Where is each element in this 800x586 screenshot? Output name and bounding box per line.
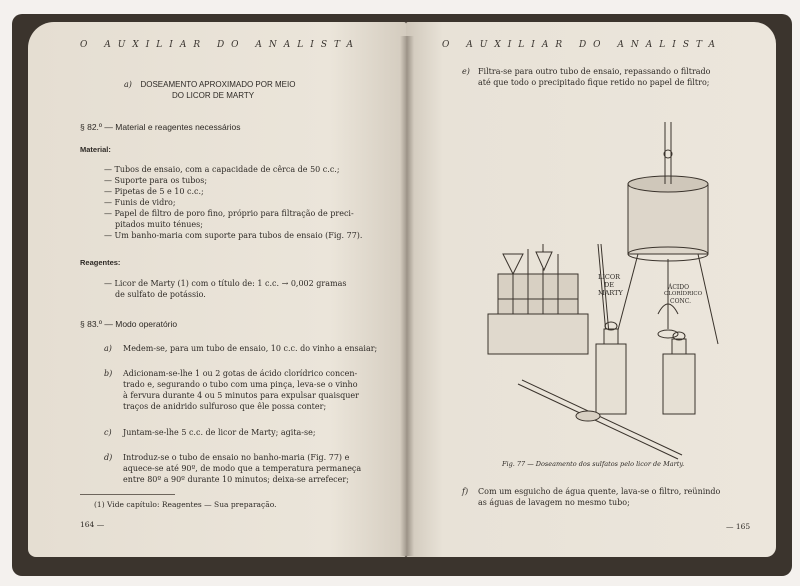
paragraph-83-heading: § 83.º — Modo operatório bbox=[80, 319, 178, 329]
step-marker: b) bbox=[104, 369, 113, 378]
bottle-label-line: ÁCIDO bbox=[668, 284, 690, 291]
step-marker: a) bbox=[104, 344, 112, 353]
step-marker: d) bbox=[104, 453, 113, 462]
material-label: Material: bbox=[80, 145, 111, 154]
reagentes-label: Reagentes: bbox=[80, 258, 121, 267]
step-line: as águas de lavagem no mesmo tubo; bbox=[478, 498, 630, 507]
step-line: até que todo o precipitado fique retido no papel de filtro; bbox=[478, 78, 710, 87]
step-line: Filtra-se para outro tubo de ensaio, repassando o filtrado bbox=[478, 67, 711, 76]
step-marker: e) bbox=[462, 67, 470, 76]
book-gutter bbox=[400, 36, 414, 556]
step-marker: f) bbox=[462, 487, 469, 496]
bottle-label-line: MARTY bbox=[598, 289, 623, 297]
section-title-line2: DO LICOR DE MARTY bbox=[172, 91, 255, 100]
step-line: Com um esguicho de água quente, lava-se o filtro, reünindo bbox=[478, 487, 721, 496]
page-number-left: 164 — bbox=[80, 520, 105, 529]
material-item: — Pipetas de 5 e 10 c.c.; bbox=[104, 187, 204, 196]
material-item: — Um banho-maria com suporte para tubos de ensaio (Fig. 77). bbox=[104, 231, 363, 240]
reagent-line: de sulfato de potássio. bbox=[115, 290, 206, 299]
step-line: trado e, segurando o tubo com uma pinça, leva-se o vinho bbox=[123, 380, 358, 389]
footnote: (1) Vide capítulo: Reagentes — Sua preparação. bbox=[94, 500, 277, 509]
bottle-label-line: LICOR bbox=[598, 273, 621, 281]
lab-apparatus-illustration bbox=[478, 114, 758, 484]
page-number-right: — 165 bbox=[726, 522, 751, 531]
material-item: pitados muito ténues; bbox=[115, 220, 203, 229]
bottle-label-line: CLORÍDRICO bbox=[664, 291, 703, 297]
step-line: entre 80º a 90º durante 10 minutos; deixa-se arrefecer; bbox=[123, 475, 349, 484]
paragraph-82-heading: § 82.º — Material e reagentes necessários bbox=[80, 122, 241, 132]
step-line: Adicionam-se-lhe 1 ou 2 gotas de ácido clorídrico concen- bbox=[123, 369, 358, 378]
step-line: Juntam-se-lhe 5 c.c. de licor de Marty; agita-se; bbox=[123, 428, 316, 437]
material-item: — Papel de filtro de poro fino, próprio para filtração de preci- bbox=[104, 209, 354, 218]
bottle-label-line: DE bbox=[604, 281, 614, 289]
left-page bbox=[28, 22, 406, 557]
section-title-line1: DOSEAMENTO APROXIMADO POR MEIO bbox=[140, 80, 296, 89]
material-item: — Suporte para os tubos; bbox=[104, 176, 208, 185]
material-item: — Funis de vidro; bbox=[104, 198, 176, 207]
step-line: Medem-se, para um tubo de ensaio, 10 c.c. do vinho a ensaiar; bbox=[123, 344, 378, 353]
step-line: Introduz-se o tubo de ensaio no banho-maria (Fig. 77) e bbox=[123, 453, 350, 462]
step-line: à fervura durante 4 ou 5 minutos para expulsar quaisquer bbox=[123, 391, 359, 400]
step-line: aquece-se até 90º, de modo que a temperatura permaneça bbox=[123, 464, 362, 473]
reagent-line: — Licor de Marty (1) com o título de: 1 c.c. → 0,002 gramas bbox=[104, 279, 347, 288]
footnote-rule bbox=[80, 494, 175, 495]
step-line: traços de anidrido sulfuroso que êle possa conter; bbox=[123, 402, 327, 411]
figure-caption: Fig. 77 — Doseamento dos sulfatos pelo licor de Marty. bbox=[502, 460, 685, 468]
material-item: — Tubos de ensaio, com a capacidade de cêrca de 50 c.c.; bbox=[104, 165, 340, 174]
right-page bbox=[406, 22, 776, 557]
running-header-left: O AUXILIAR DO ANALISTA bbox=[80, 40, 360, 50]
step-marker: c) bbox=[104, 428, 112, 437]
section-marker: a) DOSEAMENTO APROXIMADO POR MEIO bbox=[124, 80, 296, 89]
running-header-right: O AUXILIAR DO ANALISTA bbox=[442, 40, 722, 50]
bottle-label-line: CONC. bbox=[670, 298, 692, 305]
